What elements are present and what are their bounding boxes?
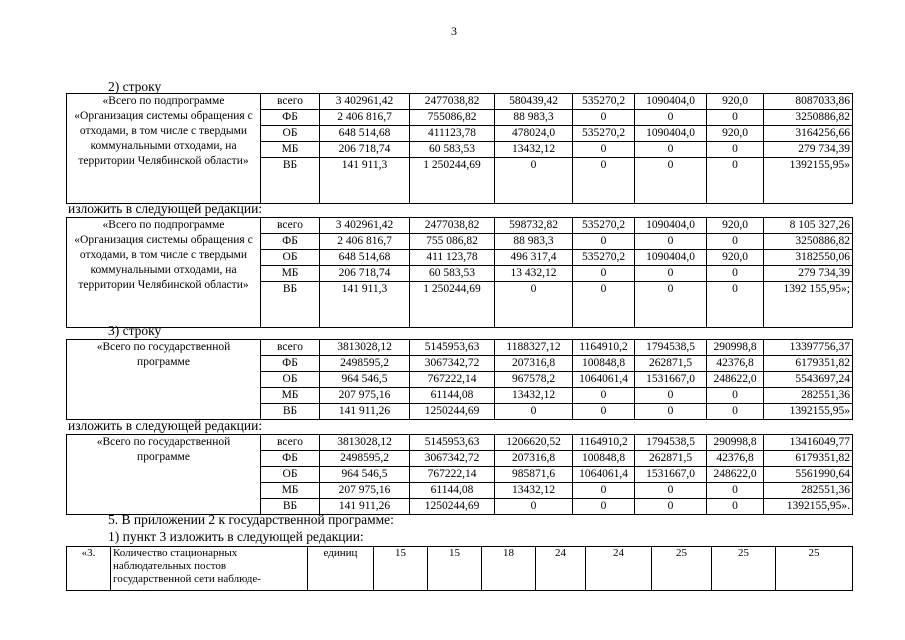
label-string-2: 2) строку <box>108 79 162 94</box>
table-cell: 5561990,64 <box>764 467 853 483</box>
table-cell: 1206620,52 <box>495 435 573 451</box>
table-cell: 248622,0 <box>707 372 764 388</box>
table-cell: 0 <box>707 142 764 158</box>
table-cell: 0 <box>707 110 764 126</box>
table-cell: 3813028,12 <box>320 435 410 451</box>
table-cell: 6179351,82 <box>764 356 853 372</box>
table-cell: 0 <box>573 158 635 204</box>
table-cell: 1064061,4 <box>573 372 635 388</box>
table-cell: 648 514,68 <box>320 126 410 142</box>
table-cell: 1 250244,69 <box>410 158 495 204</box>
table-cell: ВБ <box>261 282 320 328</box>
label-replace-1: изложить в следующей редакции: <box>68 201 263 216</box>
table-cell: 3250886,82 <box>764 234 853 250</box>
table-cell: 0 <box>635 483 707 499</box>
table-cell: 0 <box>707 234 764 250</box>
table-cell: 248622,0 <box>707 467 764 483</box>
table-cell: 60 583,53 <box>410 266 495 282</box>
table-cell: 598732,82 <box>495 218 573 234</box>
table-cell: 5145953,63 <box>410 340 495 356</box>
table-cell: 282551,36 <box>764 483 853 499</box>
table-cell: 411 123,78 <box>410 250 495 266</box>
table-cell: 15 <box>428 547 482 591</box>
table-cell: 0 <box>635 499 707 515</box>
table-cell: 1531667,0 <box>635 372 707 388</box>
table-cell: 985871,6 <box>495 467 573 483</box>
table-cell: 0 <box>573 282 635 328</box>
table-cell: ФБ <box>261 451 320 467</box>
table-cell: 0 <box>495 282 573 328</box>
table-4-description: «Всего по государственной программе <box>67 435 261 515</box>
table-cell: 1164910,2 <box>573 435 635 451</box>
table-5-appendix <box>66 546 853 591</box>
table-cell: 141 911,26 <box>320 499 410 515</box>
table-4-revised <box>66 434 853 515</box>
table-cell: 535270,2 <box>573 126 635 142</box>
table-cell: Количество стационарных наблюдательных постов государственной сети наблюде- <box>111 547 308 591</box>
table-cell: 0 <box>573 266 635 282</box>
table-cell: 2477038,82 <box>410 94 495 110</box>
table-cell: 3 402961,42 <box>320 94 410 110</box>
table-cell: 0 <box>635 282 707 328</box>
table-cell: 478024,0 <box>495 126 573 142</box>
label-point-5-1: 1) пункт 3 изложить в следующей редакции: <box>108 529 364 544</box>
table-cell: 767222,14 <box>410 372 495 388</box>
table-cell: 262871,5 <box>635 451 707 467</box>
table-cell: 206 718,74 <box>320 266 410 282</box>
table-cell: 3182550,06 <box>764 250 853 266</box>
table-cell: 1164910,2 <box>573 340 635 356</box>
table-cell: 767222,14 <box>410 467 495 483</box>
table-cell: 13432,12 <box>495 388 573 404</box>
table-cell: 15 <box>374 547 428 591</box>
table-cell: 206 718,74 <box>320 142 410 158</box>
table-cell: 920,0 <box>707 250 764 266</box>
table-cell: 279 734,39 <box>764 142 853 158</box>
table-cell: 100848,8 <box>573 356 635 372</box>
table-cell: ОБ <box>261 126 320 142</box>
table-cell: 0 <box>635 158 707 204</box>
table-cell: ОБ <box>261 467 320 483</box>
table-cell: 24 <box>536 547 586 591</box>
table-cell: МБ <box>261 388 320 404</box>
table-cell: 0 <box>635 388 707 404</box>
table-cell: 141 911,3 <box>320 158 410 204</box>
table-cell: 60 583,53 <box>410 142 495 158</box>
table-cell: 411123,78 <box>410 126 495 142</box>
table-cell: 920,0 <box>707 218 764 234</box>
table-cell: 1794538,5 <box>635 340 707 356</box>
table-cell: 13397756,37 <box>764 340 853 356</box>
table-cell: 1090404,0 <box>635 218 707 234</box>
table-cell: 13416049,77 <box>764 435 853 451</box>
table-cell: 25 <box>652 547 712 591</box>
table-cell: 141 911,3 <box>320 282 410 328</box>
table-cell: 2498595,2 <box>320 451 410 467</box>
label-point-5: 5. В приложении 2 к государственной программе: <box>108 512 394 527</box>
table-cell: 0 <box>635 266 707 282</box>
table-cell: 0 <box>707 499 764 515</box>
table-cell: 0 <box>707 404 764 420</box>
table-cell: 13432,12 <box>495 483 573 499</box>
table-cell: единиц <box>308 547 374 591</box>
table-cell: 1392155,95» <box>764 404 853 420</box>
table-cell: 1250244,69 <box>410 499 495 515</box>
table-cell: 3067342,72 <box>410 451 495 467</box>
table-cell: 6179351,82 <box>764 451 853 467</box>
table-cell: 88 983,3 <box>495 110 573 126</box>
table-1-original <box>66 93 853 204</box>
table-cell: 1 250244,69 <box>410 282 495 328</box>
table-cell: всего <box>261 435 320 451</box>
table-cell: ВБ <box>261 499 320 515</box>
table-cell: 100848,8 <box>573 451 635 467</box>
table-3-original <box>66 339 853 420</box>
table-cell: всего <box>261 340 320 356</box>
table-cell: 1392 155,95»; <box>764 282 853 328</box>
table-cell: 88 983,3 <box>495 234 573 250</box>
table-cell: 2 406 816,7 <box>320 234 410 250</box>
table-cell: 207 975,16 <box>320 483 410 499</box>
table-cell: ФБ <box>261 234 320 250</box>
table-cell: 1090404,0 <box>635 94 707 110</box>
table-cell: 61144,08 <box>410 483 495 499</box>
table-cell: 755 086,82 <box>410 234 495 250</box>
table-cell: ВБ <box>261 158 320 204</box>
table-cell: 0 <box>707 388 764 404</box>
table-cell: МБ <box>261 142 320 158</box>
table-cell: ВБ <box>261 404 320 420</box>
table-cell: 262871,5 <box>635 356 707 372</box>
table-cell: 1392155,95». <box>764 499 853 515</box>
table-cell: 207316,8 <box>495 451 573 467</box>
table-2-description: «Всего по подпрограмме «Организация системы обращения с отходами, в том числе с твердыми коммунальными отходами, на территории Челябинской области» <box>67 218 261 328</box>
table-cell: 0 <box>707 282 764 328</box>
table-cell: 8 105 327,26 <box>764 218 853 234</box>
table-3-description: «Всего по государственной программе <box>67 340 261 420</box>
table-cell: 2498595,2 <box>320 356 410 372</box>
table-cell: 0 <box>707 266 764 282</box>
table-cell: 141 911,26 <box>320 404 410 420</box>
table-cell: 3067342,72 <box>410 356 495 372</box>
table-cell: 8087033,86 <box>764 94 853 110</box>
table-cell: 282551,36 <box>764 388 853 404</box>
table-cell: «3. <box>67 547 111 591</box>
table-cell: ФБ <box>261 356 320 372</box>
table-cell: 5543697,24 <box>764 372 853 388</box>
table-cell: 25 <box>776 547 853 591</box>
table-cell: 0 <box>573 234 635 250</box>
table-cell: 3813028,12 <box>320 340 410 356</box>
table-cell: 496 317,4 <box>495 250 573 266</box>
table-cell: 1531667,0 <box>635 467 707 483</box>
table-1-description: «Всего по подпрограмме «Организация системы обращения с отходами, в том числе с твердыми коммунальными отходами, на территории Челябинской области» <box>67 94 261 204</box>
table-cell: 535270,2 <box>573 250 635 266</box>
table-cell: 0 <box>707 483 764 499</box>
table-cell: 290998,8 <box>707 435 764 451</box>
table-cell: 920,0 <box>707 94 764 110</box>
table-cell: ОБ <box>261 372 320 388</box>
table-cell: всего <box>261 218 320 234</box>
table-cell: 61144,08 <box>410 388 495 404</box>
table-cell: 920,0 <box>707 126 764 142</box>
table-cell: 0 <box>573 404 635 420</box>
table-cell: 42376,8 <box>707 451 764 467</box>
table-cell: 580439,42 <box>495 94 573 110</box>
table-cell: 207316,8 <box>495 356 573 372</box>
table-cell: 0 <box>707 158 764 204</box>
table-cell: 0 <box>635 110 707 126</box>
table-cell: 3250886,82 <box>764 110 853 126</box>
label-replace-2: изложить в следующей редакции: <box>68 418 263 433</box>
table-cell: 967578,2 <box>495 372 573 388</box>
table-cell: 755086,82 <box>410 110 495 126</box>
label-string-3: 3) строку <box>108 323 162 338</box>
table-cell: 5145953,63 <box>410 435 495 451</box>
table-cell: 207 975,16 <box>320 388 410 404</box>
table-cell: всего <box>261 94 320 110</box>
table-cell: 0 <box>635 404 707 420</box>
table-cell: 13432,12 <box>495 142 573 158</box>
table-cell: ОБ <box>261 250 320 266</box>
table-cell: 2477038,82 <box>410 218 495 234</box>
table-cell: 25 <box>712 547 776 591</box>
table-cell: 1794538,5 <box>635 435 707 451</box>
table-cell: 2 406 816,7 <box>320 110 410 126</box>
table-cell: 535270,2 <box>573 94 635 110</box>
table-cell: 964 546,5 <box>320 467 410 483</box>
table-cell: 1090404,0 <box>635 250 707 266</box>
table-cell: 13 432,12 <box>495 266 573 282</box>
table-cell: 24 <box>586 547 652 591</box>
table-2-revised <box>66 217 853 328</box>
table-cell: 0 <box>573 110 635 126</box>
table-cell: 0 <box>635 234 707 250</box>
table-cell: 1090404,0 <box>635 126 707 142</box>
table-cell: 0 <box>573 388 635 404</box>
table-cell: 648 514,68 <box>320 250 410 266</box>
table-cell: 0 <box>495 499 573 515</box>
table-cell: 42376,8 <box>707 356 764 372</box>
table-cell: 290998,8 <box>707 340 764 356</box>
table-cell: 0 <box>573 499 635 515</box>
table-cell: 1064061,4 <box>573 467 635 483</box>
table-cell: 3 402961,42 <box>320 218 410 234</box>
table-cell: 0 <box>495 158 573 204</box>
table-cell: МБ <box>261 266 320 282</box>
table-cell: 18 <box>482 547 536 591</box>
page-number: 3 <box>451 24 457 38</box>
table-cell: ФБ <box>261 110 320 126</box>
table-cell: 1250244,69 <box>410 404 495 420</box>
table-cell: 0 <box>635 142 707 158</box>
table-cell: 279 734,39 <box>764 266 853 282</box>
table-cell: 1188327,12 <box>495 340 573 356</box>
table-cell: 964 546,5 <box>320 372 410 388</box>
table-cell: 0 <box>495 404 573 420</box>
table-cell: 0 <box>573 142 635 158</box>
table-cell: 3164256,66 <box>764 126 853 142</box>
table-cell: МБ <box>261 483 320 499</box>
table-cell: 0 <box>573 483 635 499</box>
table-cell: 535270,2 <box>573 218 635 234</box>
table-cell: 1392155,95» <box>764 158 853 204</box>
